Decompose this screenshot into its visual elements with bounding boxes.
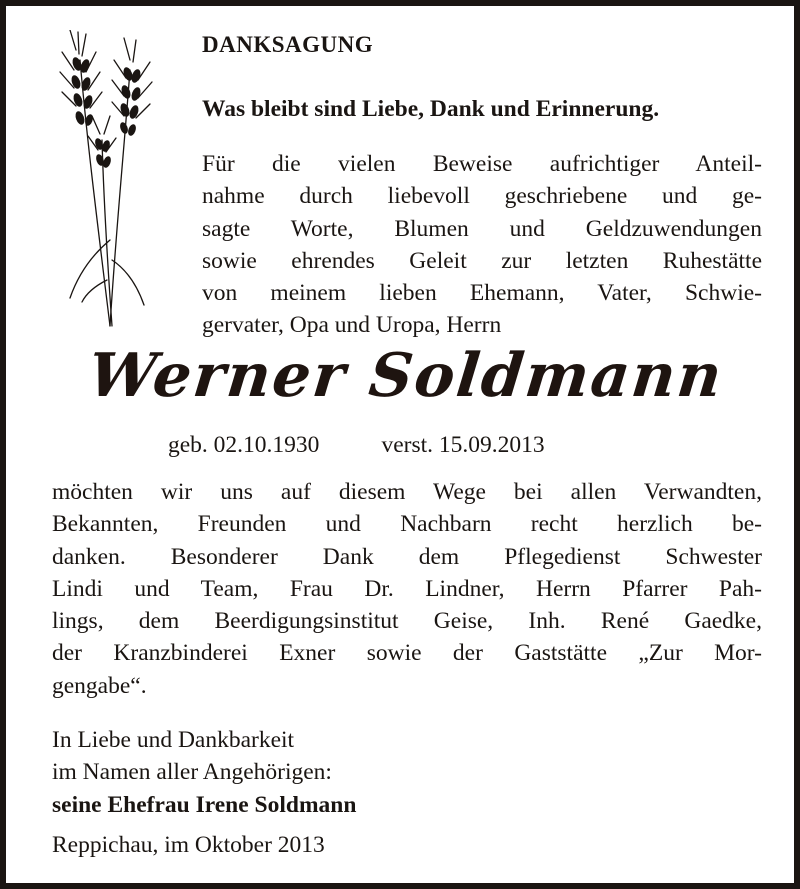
life-dates — [168, 432, 545, 459]
intro-line: gervater, Opa und Uropa, Herrn — [202, 312, 502, 339]
birth-date: geb. 02.10.1930 — [168, 432, 320, 458]
intro-line: sowie ehrendes Geleit zur letzten Ruhestätte — [202, 247, 762, 274]
closing-block — [52, 724, 356, 821]
notice-heading: DANKSAGUNG — [202, 32, 374, 57]
body-line: lings, dem Beerdigungsinstitut Geise, Inh. René Gaedke, — [52, 608, 762, 635]
death-date: verst. 15.09.2013 — [381, 432, 545, 458]
intro-line: Für die vielen Beweise aufrichtiger Anteil- — [202, 151, 762, 177]
body-line: möchten wir uns auf diesem Wege bei allen Verwandten, — [52, 479, 762, 505]
intro-line: sagte Worte, Blumen und Geldzuwendungen — [202, 215, 762, 242]
intro-line: nahme durch liebevoll geschriebene und ge- — [202, 183, 762, 210]
wheat-icon — [52, 30, 162, 330]
place-date: Reppichau, im Oktober 2013 — [52, 832, 325, 858]
closing-line: In Liebe und Dankbarkeit — [52, 727, 295, 753]
deceased-name: Werner Soldmann — [85, 341, 727, 411]
notice-subheading: Was bleibt sind Liebe, Dank und Erinnerung. — [202, 96, 660, 122]
body-line: gengabe“. — [52, 672, 147, 699]
intro-paragraph — [202, 148, 762, 342]
closing-line: im Namen aller Angehörigen: — [52, 759, 332, 786]
body-line: der Kranzbinderei Exner sowie der Gaststätte „Zur Mor- — [52, 640, 762, 667]
body-line: Bekannten, Freunden und Nachbarn recht herzlich be- — [52, 511, 762, 538]
body-line: danken. Besonderer Dank dem Pflegedienst Schwester — [52, 543, 762, 570]
intro-line: von meinem lieben Ehemann, Vater, Schwie- — [202, 280, 762, 307]
signature: seine Ehefrau Irene Soldmann — [52, 791, 357, 818]
thanks-paragraph — [52, 476, 762, 702]
body-line: Lindi und Team, Frau Dr. Lindner, Herrn Pfarrer Pah- — [52, 575, 762, 602]
